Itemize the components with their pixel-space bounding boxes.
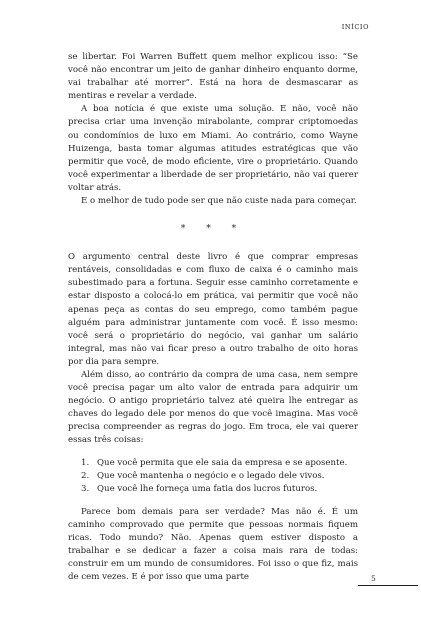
paragraph: Parece bom demais para ser verdade? Mas não é. É um caminho comprovado que permite que pessoas normais fiquem ricas. Todo mundo? Não. Apenas quem estiver disposto a trabalhar e se dedicar a fazer a coisa mais rara de todas: construir em um mundo de consumidores. Foi isso o que fiz, mais de cem vezes. E é por isso que uma parte — [68, 506, 358, 583]
running-head: INÍCIO — [341, 23, 369, 31]
footer-rule — [358, 585, 418, 586]
page-number: 5 — [371, 574, 376, 583]
section-break: * * * — [180, 224, 246, 235]
list-item-text: Que você lhe forneça uma fatia dos lucros futuros. — [97, 483, 318, 494]
list-item — [68, 457, 358, 470]
paragraph: Além disso, ao contrário da compra de uma casa, nem sempre você precisa pagar um alto valor de entrada para adquirir um negócio. O antigo proprietário talvez até queira lhe entregar as chaves do legado dele por menos do que você imagina. Mas você precisa compreender as regras do jogo. Em troca, ele vai querer essas três coisas: — [68, 369, 358, 446]
paragraph: se libertar. Foi Warren Buffett quem melhor explicou isso: “Se você não encontrar um jeito de ganhar dinheiro enquanto dorme, vai trabalhar até morrer”. Está na hora de desmascarar as mentiras e revelar a verdade. — [68, 52, 358, 102]
list-item-text: Que você permita que ele saia da empresa e se aposente. — [97, 457, 348, 468]
list-item-number: 1. — [81, 457, 90, 468]
list-item-text: Que você mantenha o negócio e o legado dele vivos. — [97, 470, 325, 481]
list-item — [68, 483, 358, 496]
paragraph: E o melhor de tudo pode ser que não custe nada para começar. — [81, 196, 357, 207]
paragraph: A boa notícia é que existe uma solução. E não, você não precisa criar uma invenção mirabolante, comprar criptomoedas ou condomínios de luxo em Miami. Ao contrário, como Wayne Huizenga, basta tomar algumas atitudes estratégicas que vão permitir que você, de modo eficiente, vire o proprietário. Quando você experimentar a liberdade de ser proprietário, não vai querer voltar atrás. — [68, 104, 358, 193]
list-item-number: 2. — [81, 470, 90, 481]
list-item-number: 3. — [81, 483, 90, 494]
numbered-list — [68, 457, 358, 496]
paragraph: O argumento central deste livro é que comprar empresas rentáveis, consolidadas e com fluxo de caixa é o caminho mais subestimado para a fortuna. Seguir esse caminho corretamente e estar disposto a colocá-lo em prática, vai permitir que você não apenas peça as contas do seu emprego, como também pague alguém para administrar juntamente com você. É isso mesmo: você será o proprietário do negócio, vai ganhar um salário integral, mas não vai ficar preso a outro trabalho de oito horas por dia para sempre. — [68, 252, 358, 367]
list-item — [68, 470, 358, 483]
body-text — [68, 51, 358, 584]
